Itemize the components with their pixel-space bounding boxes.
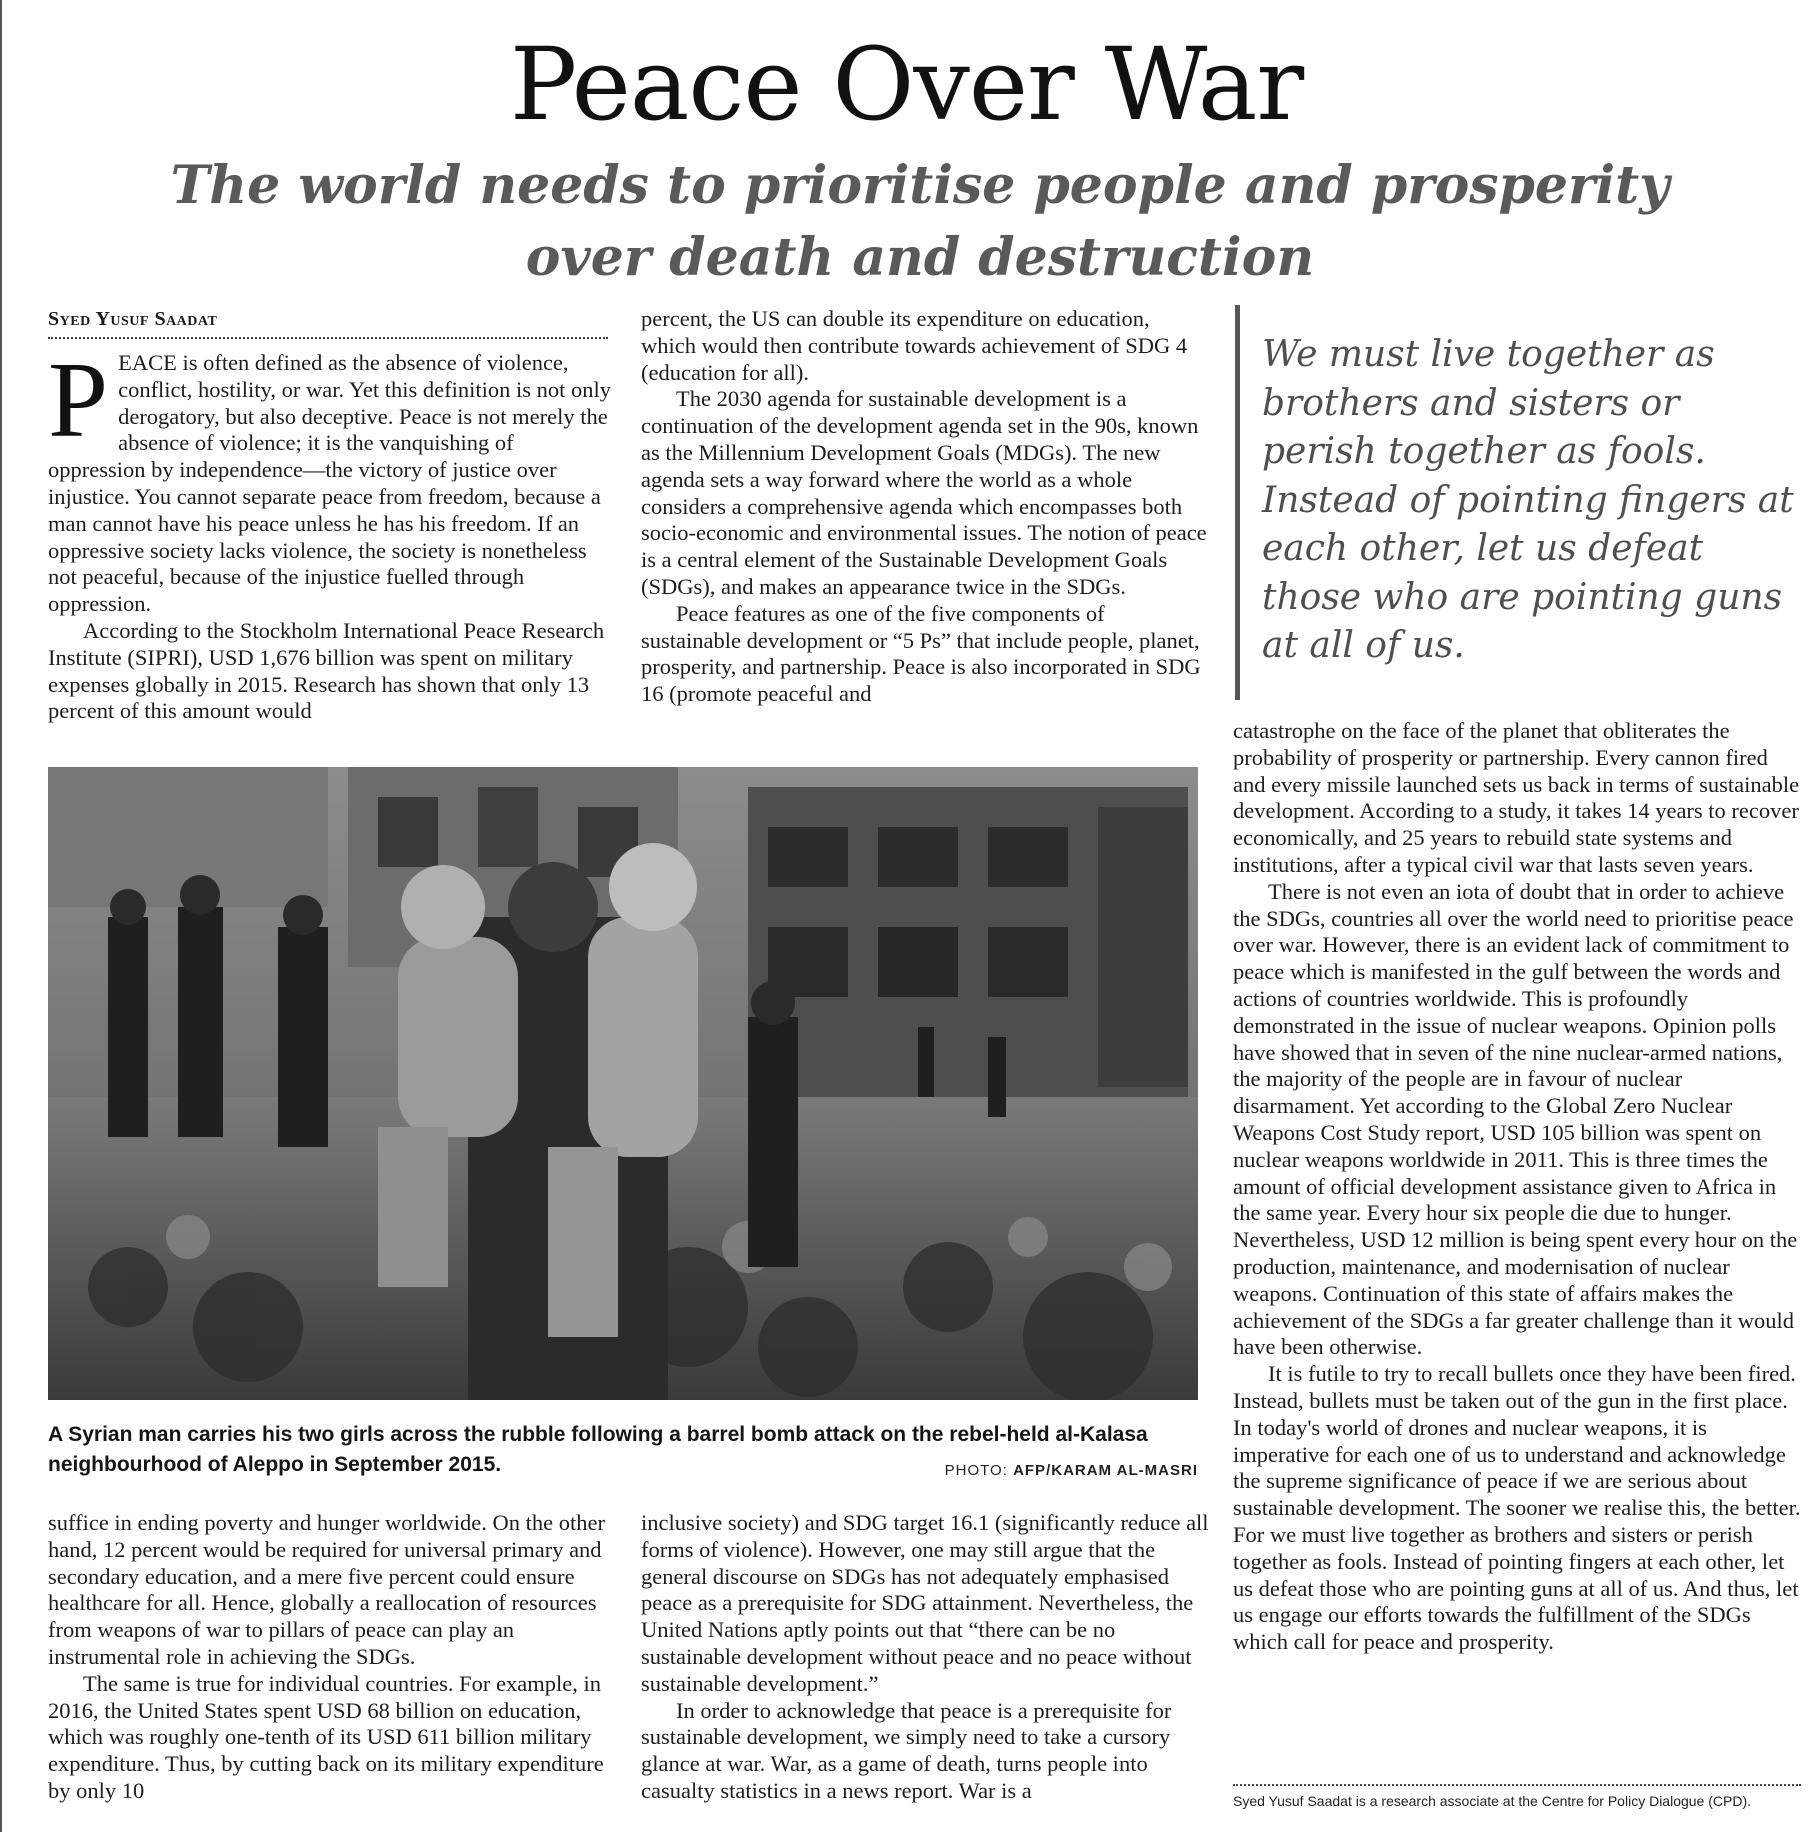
pull-quote [1235,305,1800,700]
paragraph: Peace features as one of the five components of sustainable development or “5 Ps” that include people, planet, prosperity, and partnership. Peace is also incorporated in SDG 16 (promote peaceful and [641,600,1201,707]
paragraph: catastrophe on the face of the planet that obliterates the probability of prosperity or partnership. Every cannon fired and every missile launched sets us back in terms of sustainable development. According to a study, it takes 14 years to recover economically, and 25 years to rebuild state systems and institutions, after a typical civil war that lasts seven years. [1233,718,1800,877]
column-2-top [641,306,1209,736]
column-1-bottom [48,1510,616,1830]
headline: Peace Over War [509,26,1304,143]
page-edge [0,0,2,1832]
paragraph: The same is true for individual countries. For example, in 2016, the United States spent USD 68 billion on education, which was roughly one-tenth of its USD 611 billion military expenditure. Thus, by cutting back on its military expenditure by only 10 [48,1670,604,1803]
photo-illustration [48,767,1198,1400]
photo-credit: PHOTO: AFP/KARAM AL-MASRI [944,1462,1198,1479]
subheadline: The world needs to prioritise people and prosperity over death and destruction [170,155,1670,288]
pull-quote-text: We must live together as brothers and sisters or perish together as fools. Instead of pointing fingers at each other, let us defeat those who are pointing guns at all of us. [1262,334,1794,666]
byline: Syed Yusuf Saadat [48,308,608,339]
column-3 [1233,718,1801,1788]
column-2-bottom [641,1510,1209,1830]
paragraph: The 2030 agenda for sustainable development is a continuation of the development agenda set in the 90s, known as the Millennium Development Goals (MDGs). The new agenda sets a way forward where the world as a whole considers a comprehensive agenda which encompasses both socio-economic and environmental issues. The notion of peace is a central element of the Sustainable Development Goals (SDGs), and makes an appearance twice in the SDGs. [641,386,1207,599]
footnote-divider [1233,1784,1801,1786]
paragraph: inclusive society) and SDG target 16.1 (significantly reduce all forms of violence). However, one may still argue that the general discourse on SDGs has not adequately emphasised peace as a prerequisite for SDG attainment. Nevertheless, the United Nations aptly points out that “there can be no sustainable development without peace and no peace without sustainable development.” [641,1510,1209,1696]
photo-caption: A Syrian man carries his two girls across the rubble following a barrel bomb attack on the rebel-held al-Kalasa neighbourhood of Aleppo in September 2015. [48,1423,1148,1476]
paragraph: It is futile to try to recall bullets once they have been fired. Instead, bullets must be taken out of the gun in the first place. In today's world of drones and nuclear weapons, it is imperative for each one of us to understand and acknowledge the supreme significance of peace if we are serious about sustainable development. The sooner we realise this, the better. For we must live together as brothers and sisters or perish together as fools. Instead of pointing fingers at each other, let us defeat those who are pointing guns at all of us. And thus, let us engage our efforts towards the fulfillment of the SDGs which call for peace and prosperity. [1233,1361,1801,1655]
paragraph: suffice in ending poverty and hunger worldwide. On the other hand, 12 percent would be required for universal primary and secondary education, and a mere five percent could ensure healthcare for all. Hence, globally a reallocation of resources from weapons of war to pillars of peace can play an instrumental role in achieving the SDGs. [48,1510,605,1669]
paragraph: In order to acknowledge that peace is a prerequisite for sustainable development, we simply need to take a cursory glance at war. War, as a game of death, turns people into casualty statistics in a news report. War is a [641,1697,1172,1803]
paragraph: percent, the US can double its expenditure on education, which would then contribute towards achievement of SDG 4 (education for all). [641,306,1188,385]
paragraph: PEACE is often defined as the absence of violence, conflict, hostility, or war. Yet this definition is not only derogatory, but also deceptive. Peace is not merely the absence of violence; it is the vanquishing of oppression by independence—the victory of justice over injustice. You cannot separate peace from freedom, because a man cannot have his peace unless he has his freedom. If an oppressive society lacks violence, the society is nonetheless not peaceful, because of the injustice fuelled through oppression. [48,350,611,617]
drop-cap: P [48,350,109,460]
column-1-top [48,350,616,760]
paragraph: There is not even an iota of doubt that in order to achieve the SDGs, countries all over the world need to prioritise peace over war. However, there is an evident lack of commitment to peace which is manifested in the gulf between the words and actions of countries worldwide. This is profoundly demonstrated in the issue of nuclear weapons. Opinion polls have showed that in seven of the nine nuclear-armed nations, the majority of the people are in favour of nuclear disarmament. Yet according to the Global Zero Nuclear Weapons Cost Study report, USD 105 billion was spent on nuclear weapons worldwide in 2011. This is three times the amount of official development assistance given to Africa in the same year. Every hour six people die due to hunger. Nevertheless, USD 12 million is being spent every hour on the production, maintenance, and modernisation of nuclear weapons. Continuation of this state of affairs makes the achievement of the SDGs a far greater challenge than it would have been otherwise. [1233,878,1798,1360]
news-photo [48,767,1198,1400]
author-footnote: Syed Yusuf Saadat is a research associate at the Centre for Policy Dialogue (CPD). [1233,1793,1752,1809]
paragraph: According to the Stockholm International Peace Research Institute (SIPRI), USD 1,676 billion was spent on military expenses globally in 2015. Research has shown that only 13 percent of this amount would [48,617,605,724]
